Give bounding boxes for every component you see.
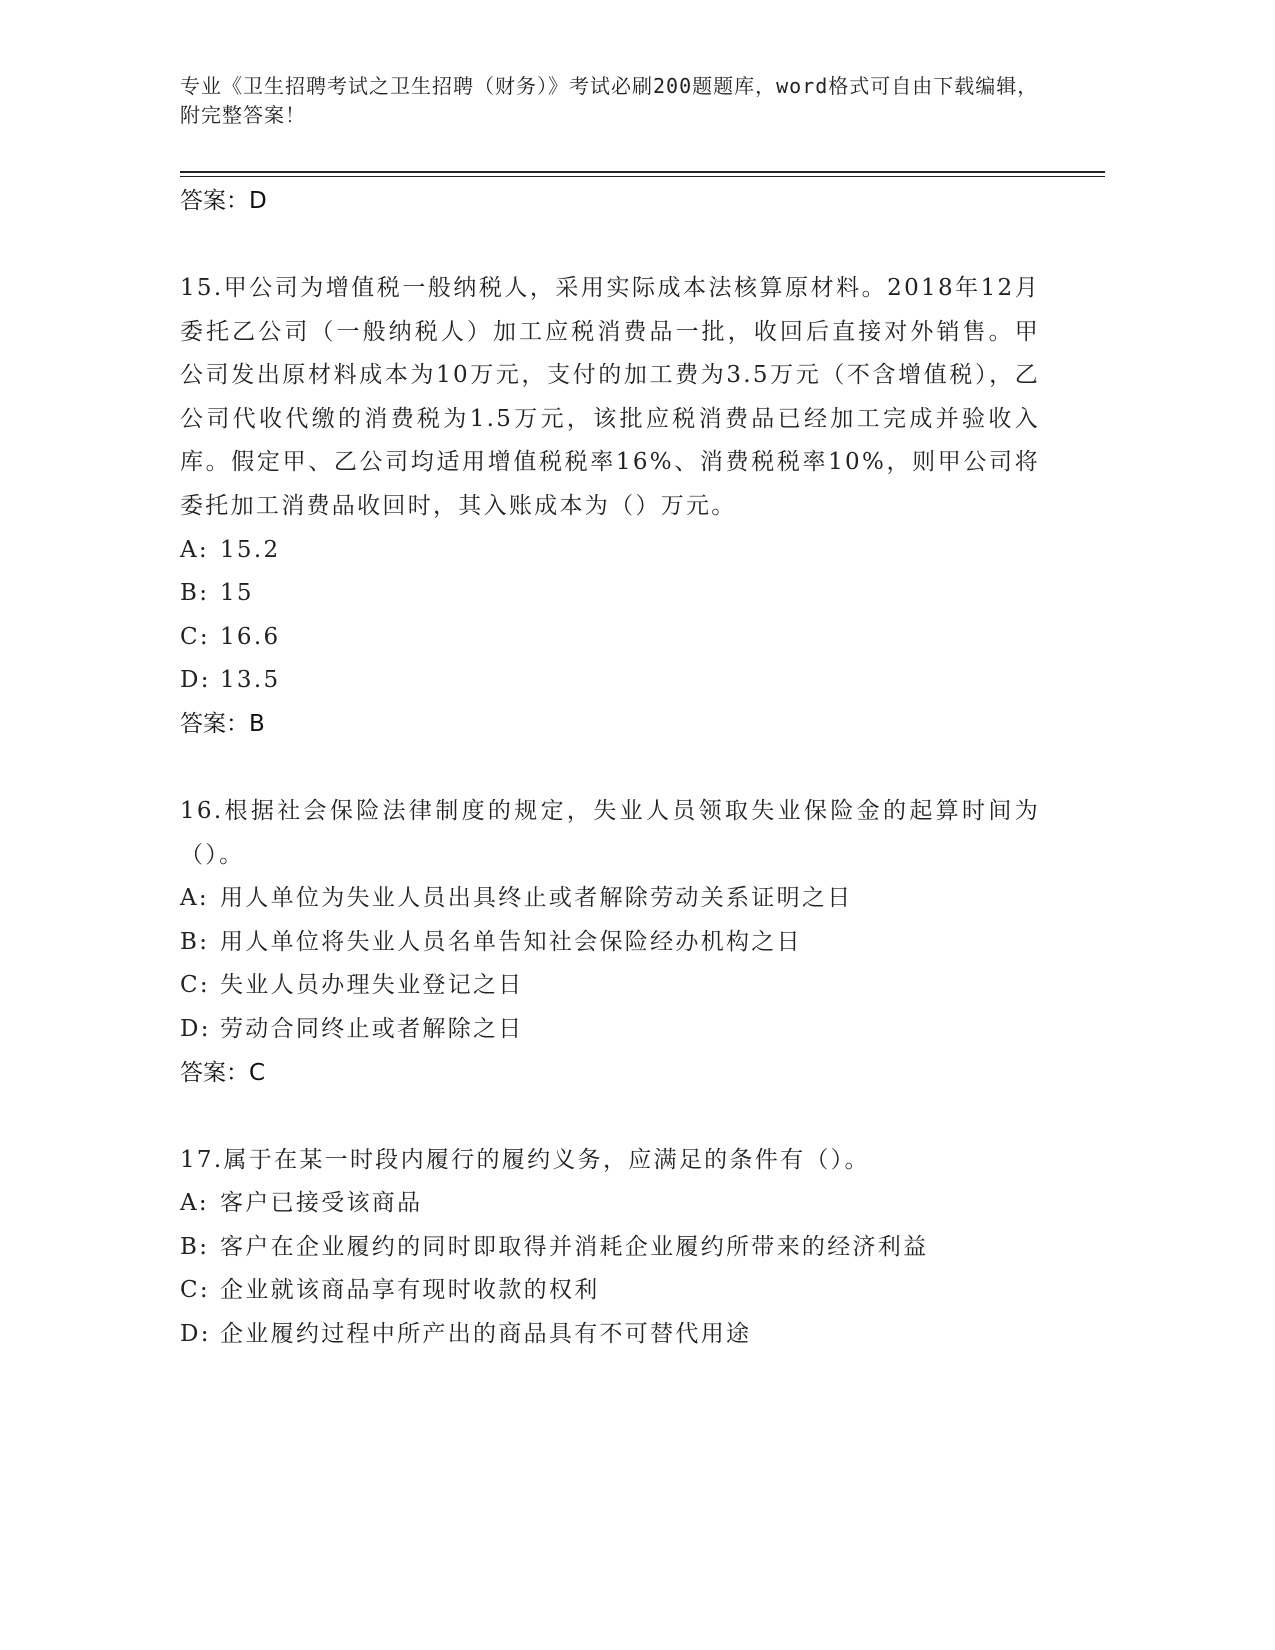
option-key: C: (180, 972, 210, 999)
option-a (180, 877, 1040, 921)
option-b (180, 921, 1040, 965)
option-key: B: (180, 928, 210, 955)
option-d (180, 1313, 1040, 1357)
option-key: D: (180, 1015, 211, 1042)
option-c (180, 964, 1040, 1008)
option-d (180, 1008, 1040, 1052)
option-key: D: (180, 667, 211, 694)
question-16 (180, 790, 1040, 1095)
answer-line: 答案：C (180, 1059, 266, 1086)
option-text: 15.2 (220, 536, 281, 563)
question-17 (180, 1139, 1040, 1357)
document-header: 专业《卫生招聘考试之卫生招聘（财务）》考试必刷200题题库，word格式可自由下载编辑，附完整答案！ (180, 74, 1039, 127)
answer-line: 答案：D (180, 188, 267, 214)
option-text: 劳动合同终止或者解除之日 (220, 1015, 524, 1042)
spacer (180, 223, 1040, 267)
question-15 (180, 267, 1040, 746)
option-text: 客户已接受该商品 (220, 1190, 423, 1217)
question-stem: 17.属于在某一时段内履行的履约义务，应满足的条件有（）。 (180, 1146, 870, 1173)
option-key: C: (180, 1277, 210, 1304)
question-stem: 15.甲公司为增值税一般纳税人，采用实际成本法核算原材料。2018年12月委托乙公司（一般纳税人）加工应税消费品一批，收回后直接对外销售。甲公司发出原材料成本为10万元，支付的加工费为3.5万元（不含增值税），乙公司代收代缴的消费税为1.5万元，该批应税消费品已经加工完成并验收入库。假定甲、乙公司均适用增值税税率16%、消费税税率10%，则甲公司将委托加工消费品收回时，其入账成本为（）万元。 (180, 275, 1040, 519)
spacer (180, 746, 1040, 790)
option-d (180, 659, 1040, 703)
option-key: D: (180, 1320, 211, 1347)
option-text: 15 (220, 580, 254, 607)
option-text: 企业履约过程中所产出的商品具有不可替代用途 (220, 1320, 752, 1347)
option-a (180, 529, 1040, 573)
option-text: 用人单位将失业人员名单告知社会保险经办机构之日 (220, 928, 802, 955)
document-body (180, 180, 1040, 1356)
option-b (180, 1226, 1040, 1270)
option-key: B: (180, 580, 210, 607)
spacer (180, 1095, 1040, 1139)
option-text: 16.6 (220, 623, 281, 650)
option-c (180, 1269, 1040, 1313)
answer-line: 答案：B (180, 710, 265, 737)
option-text: 企业就该商品享有现时收款的权利 (220, 1277, 600, 1304)
option-c (180, 616, 1040, 660)
option-key: B: (180, 1233, 210, 1260)
option-key: A: (180, 885, 209, 912)
option-text: 客户在企业履约的同时即取得并消耗企业履约所带来的经济利益 (220, 1233, 929, 1260)
option-text: 用人单位为失业人员出具终止或者解除劳动关系证明之日 (220, 885, 853, 912)
option-text: 失业人员办理失业登记之日 (220, 972, 524, 999)
header-rule-thin (180, 176, 1105, 177)
option-text: 13.5 (220, 667, 281, 694)
option-b (180, 572, 1040, 616)
option-key: A: (180, 536, 209, 563)
question-stem: 16.根据社会保险法律制度的规定，失业人员领取失业保险金的起算时间为（）。 (180, 797, 1040, 868)
option-a (180, 1182, 1040, 1226)
option-key: C: (180, 623, 210, 650)
header-rule-thick (180, 171, 1105, 173)
option-key: A: (180, 1190, 209, 1217)
